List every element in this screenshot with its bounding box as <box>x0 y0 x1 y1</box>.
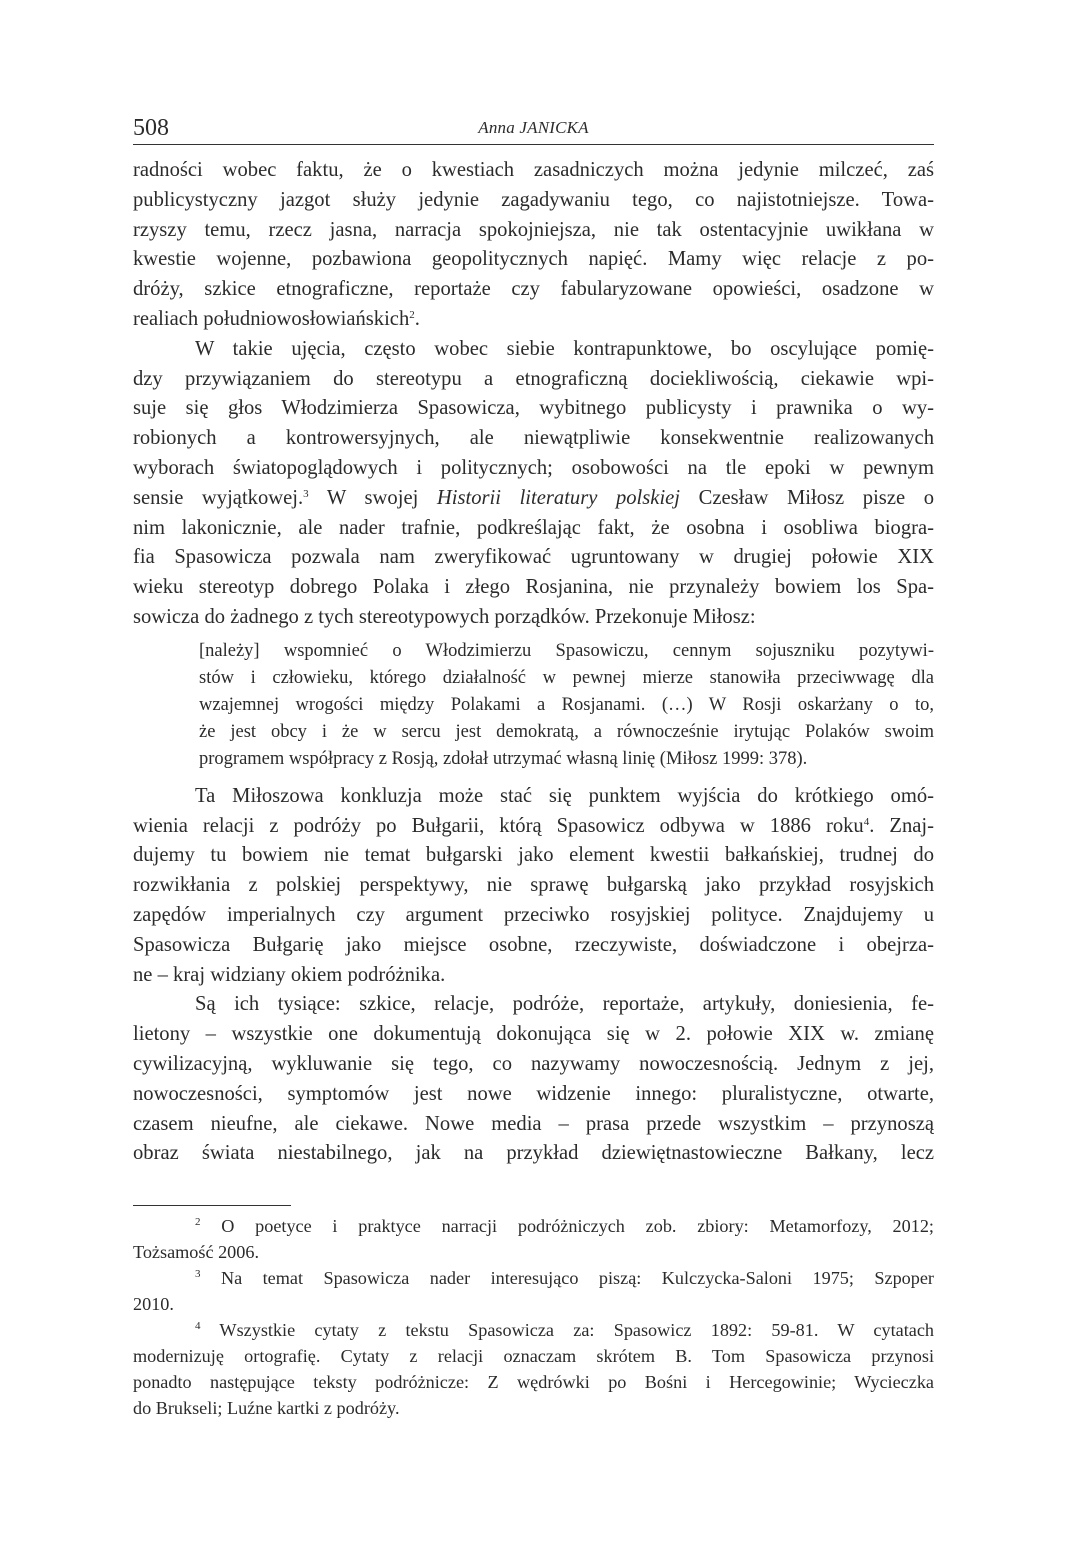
text-line: dujemy tu bowiem nie temat bułgarski jako element kwestii bałkańskiej, trudnej do <box>133 844 934 867</box>
text-line: suje się głos Włodzimierza Spasowicza, wybitnego publicysty i prawnika o wy- <box>133 397 934 420</box>
text-line: publicystyczny jazgot służy jedynie zagadywaniu tego, co najistotniejsze. Towa- <box>133 188 934 211</box>
text-line: ne – kraj widziany okiem podróżnika. <box>133 963 446 986</box>
footnotes <box>133 1213 934 1421</box>
quote-line: stów i człowieku, którego działalność w pewnej mierze stanowiła przeciwwagę dla <box>199 667 934 688</box>
text-line: czasem nieufne, ale ciekawe. Nowe media – prasa przede wszystkim – przynoszą <box>133 1112 934 1135</box>
text-line: zapędów imperialnych czy argument przeciwko rosyjskiej polityce. Znajdujemy u <box>133 903 934 926</box>
text-line: sensie wyjątkowej.$^3$ W swojej Historii literatury polskiej Czesław Miłosz pisze o <box>133 486 934 509</box>
footnote-mark: 4 <box>195 1320 201 1332</box>
footnote-divider <box>133 1205 291 1206</box>
footnote-3: $^3$ Na temat Spasowicza nader interesująco piszą: Kulczycka-Saloni 1975; Szpoper <box>195 1268 934 1288</box>
quote-line: programem współpracy z Rosją, zdołał utrzymać własną linię (Miłosz 1999: 378). <box>199 748 808 769</box>
footnote-ref[interactable]: 3 <box>303 487 309 500</box>
text-line: wieku stereotyp dobrego Polaka i złego Rosjanina, nie przynależy bowiem los Spa- <box>133 576 934 599</box>
text-line: nowoczesności, symptomów jest nowe widzenie innego: pluralistyczne, otwarte, <box>133 1082 934 1105</box>
text-line: wyborach światopoglądowych i politycznych; osobowości na tle epoki w pewnym <box>133 456 934 479</box>
quote-line: że jest obcy i że w sercu jest demokratą, a równocześnie irytując Polaków swoim <box>199 721 934 742</box>
text-line: Ta Miłoszowa konkluzja może stać się punktem wyjścia do krótkiego omó- <box>195 784 934 807</box>
footnote-4: $^4$ Wszystkie cytaty z tekstu Spasowicza za: Spasowicz 1892: 59-81. W cytatach <box>195 1320 934 1340</box>
footnote-line: modernizuję ortografię. Cytaty z relacji oznaczam skrótem B. Tom Spasowicza przynosi <box>133 1346 934 1366</box>
footnote-2: $^2$ O poetyce i praktyce narracji podróżniczych zob. zbiory: Metamorfozy, 2012; <box>195 1216 934 1236</box>
footnote-ref[interactable]: 2 <box>409 308 415 321</box>
text-line: cywilizacyjną, wykluwanie się tego, co nazywamy nowoczesnością. Jednym z jej, <box>133 1052 934 1075</box>
text-line: Spasowicza Bułgarię jako miejsce osobne, rzeczywiste, doświadczone i obejrza- <box>133 933 934 956</box>
text-line: lietony – wszystkie one dokumentują dokonująca się w 2. połowie XIX w. zmianę <box>133 1023 934 1046</box>
footnote-ref[interactable]: 4 <box>863 815 870 828</box>
running-head: Anna JANICKA <box>478 118 589 137</box>
quote-line: wzajemnej wrogości między Polakami a Rosjanami. (…) W Rosji oskarżany o to, <box>199 694 934 715</box>
page-header <box>133 114 934 145</box>
footnote-line: do Brukseli; Luźne kartki z podróży. <box>133 1398 400 1418</box>
footnote-mark: 3 <box>195 1268 201 1280</box>
text-line: Są ich tysiące: szkice, relacje, podróże, reportaże, artykuły, doniesienia, fe- <box>195 993 934 1016</box>
text-line: robionych a kontrowersyjnych, ale niewątpliwie konsekwentnie realizowanych <box>133 427 934 450</box>
text-line: rozwikłania z polskiej perspektywy, nie sprawę bułgarską jako przykład rosyjskich <box>133 874 934 897</box>
main-text <box>133 156 934 1169</box>
text-line: realiach południowosłowiańskich$^2$. <box>133 307 420 330</box>
text-line: obraz świata niestabilnego, jak na przykład dziewiętnastowieczne Bałkany, lecz <box>133 1142 934 1165</box>
text-line: nim lakonicznie, ale nader trafnie, podkreślając fakt, że osobna i osobliwa biogra- <box>133 516 934 539</box>
footnote-line: 2010. <box>133 1294 174 1314</box>
text-line: sowicza do żadnego z tych stereotypowych porządków. Przekonuje Miłosz: <box>133 605 756 628</box>
footnote-line: ponadto następujące teksty podróżnicze: Z wędrówki po Bośni i Hercegowinie; Wycieczka <box>133 1372 934 1392</box>
book-title: Historii literatury polskiej <box>436 486 681 509</box>
text-line: wienia relacji z podróży po Bułgarii, którą Spasowicz odbywa w 1886 roku$^4$. Znaj- <box>133 814 934 837</box>
text-line: W takie ujęcia, często wobec siebie kontrapunktowe, bo oscylujące pomię- <box>195 337 934 360</box>
text-line: rzyszy temu, rzecz jasna, narracja spokojniejsza, nie tak ostentacyjnie uwikłana w <box>133 218 934 241</box>
text-line: radności wobec faktu, że o kwestiach zasadniczych można jedynie milczeć, zaś <box>133 159 934 181</box>
block-quote <box>133 638 934 773</box>
text-line: kwestie wojenne, pozbawiona geopolitycznych napięć. Mamy więc relacje z po- <box>133 248 934 271</box>
footnote-line: Tożsamość 2006. <box>133 1242 260 1262</box>
footnote-mark: 2 <box>195 1216 201 1228</box>
text-line: dzy przywiązaniem do stereotypu a etnograficzną dociekliwością, ciekawie wpi- <box>133 367 934 390</box>
text-line: dróży, szkice etnograficzne, reportaże czy fabularyzowane opowieści, osadzone w <box>133 278 934 301</box>
quote-line: [należy] wspomnieć o Włodzimierzu Spasowiczu, cennym sojuszniku pozytywi- <box>199 640 934 661</box>
page-number: 508 <box>133 115 169 141</box>
text-line: fia Spasowicza pozwala nam zweryfikować ugruntowany w drugiej połowie XIX <box>133 546 934 569</box>
